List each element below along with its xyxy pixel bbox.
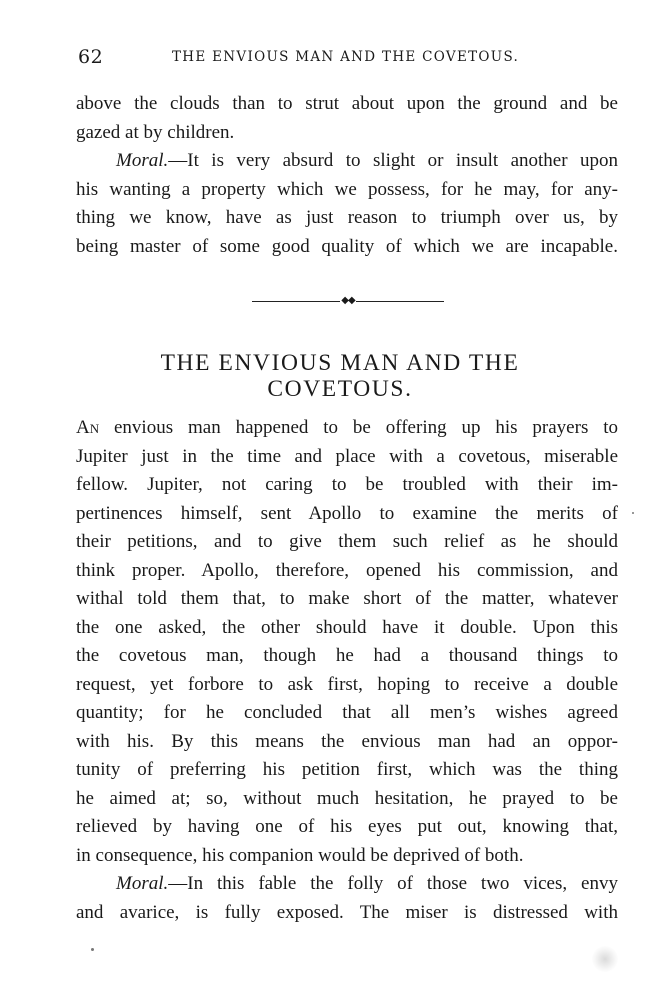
text-line: pertinences himself, sent Apollo to examine the merits of <box>76 502 618 524</box>
fable-body <box>76 414 618 927</box>
line-text: envious man happened to be offering up his prayers to <box>99 417 618 438</box>
text-line: quantity; for he concluded that all men’s wishes agreed <box>76 702 618 723</box>
text-line: fellow. Jupiter, not caring to be troubled with their im- <box>76 474 618 495</box>
previous-fable-ending <box>76 90 618 261</box>
text-line: relieved by having one of his eyes put out, knowing that, <box>76 816 618 837</box>
moral-line <box>76 870 618 899</box>
text-line: being master of some good quality of which we are incapable. <box>76 235 618 257</box>
section-divider <box>252 297 444 307</box>
fable-title <box>60 350 620 402</box>
text-line: Jupiter just in the time and place with a covetous, miserable <box>76 445 618 467</box>
text-line: tunity of preferring his petition first, which was the thing <box>76 759 618 780</box>
text-line: request, yet forbore to ask first, hoping to receive a double <box>76 673 618 695</box>
moral-label: Moral. <box>116 150 169 171</box>
moral-text: —It is very absurd to slight or insult another upon <box>168 150 618 171</box>
text-line: think proper. Apollo, therefore, opened his commission, and <box>76 559 618 581</box>
fable-title-line: THE ENVIOUS MAN AND THE <box>160 350 520 376</box>
text-line: his wanting a property which we possess, for he may, for any- <box>76 178 618 200</box>
divider-ornament-icon: ◆◆ <box>341 295 355 306</box>
paper-speck <box>632 512 634 514</box>
paper-speck <box>91 948 94 951</box>
text-line: in consequence, his companion would be deprived of both. <box>76 844 524 866</box>
page-number: 62 <box>78 46 104 68</box>
running-head: THE ENVIOUS MAN AND THE COVETOUS. <box>172 49 520 65</box>
divider-rule-left <box>252 301 340 302</box>
text-line: thing we know, have as just reason to triumph over us, by <box>76 207 618 228</box>
text-line: the covetous man, though he had a thousand things to <box>76 645 618 666</box>
moral-text: —In this fable the folly of those two vices, envy <box>168 873 618 894</box>
paper-smudge <box>592 946 618 972</box>
text-line: with his. By this means the envious man had an oppor- <box>76 730 618 752</box>
text-line: gazed at by children. <box>76 121 235 143</box>
text-line: he aimed at; so, without much hesitation, he prayed to be <box>76 787 618 809</box>
text-line: withal told them that, to make short of the matter, whatever <box>76 588 618 609</box>
page-header <box>78 46 618 72</box>
text-line: and avarice, is fully exposed. The miser is distressed with <box>76 901 618 923</box>
divider-rule-right <box>356 301 444 302</box>
moral-label: Moral. <box>116 873 169 894</box>
fable-title-line: COVETOUS. <box>267 376 413 402</box>
lead-word: An <box>76 417 100 438</box>
moral-line <box>76 147 618 176</box>
text-line: above the clouds than to strut about upon the ground and be <box>76 93 618 114</box>
text-line: their petitions, and to give them such relief as he should <box>76 531 618 552</box>
text-line: the one asked, the other should have it double. Upon this <box>76 616 618 638</box>
text-line <box>76 414 618 443</box>
